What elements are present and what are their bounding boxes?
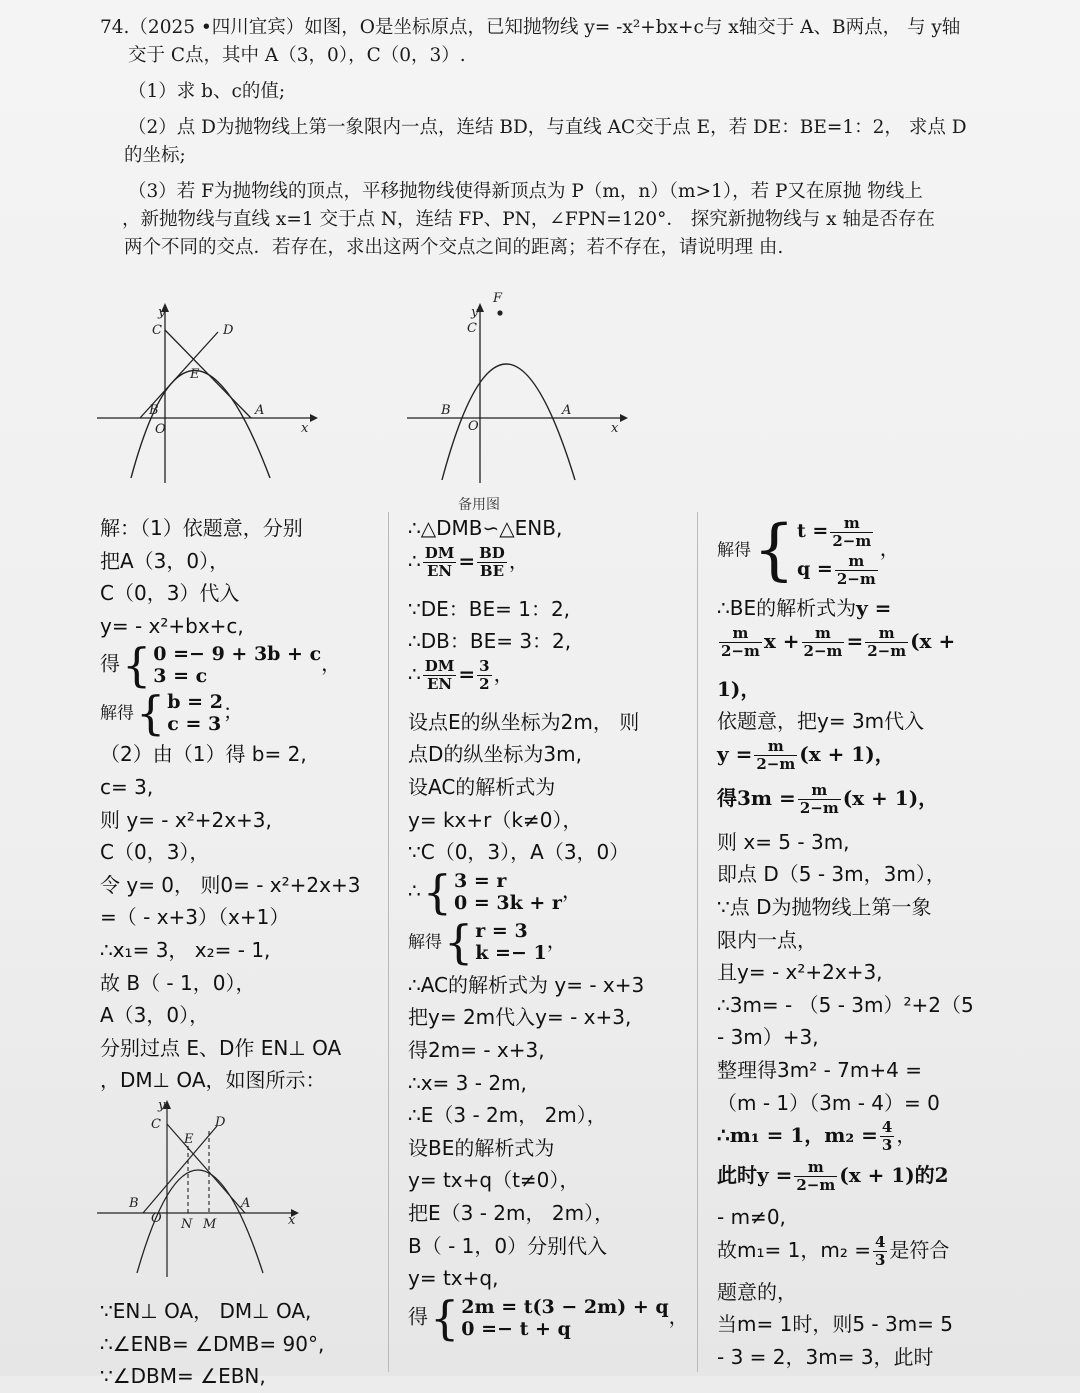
solution-line: ∴x= 3 - 2m, xyxy=(408,1070,527,1095)
numerator: DM xyxy=(424,543,455,562)
fraction-line xyxy=(717,782,999,826)
fraction xyxy=(865,625,908,660)
sys-suffix: ， xyxy=(879,536,900,561)
problem-text: 交于 C点，其中 A（3，0），C（0，3）. xyxy=(128,45,466,66)
math: y = xyxy=(856,596,892,620)
numerator: m xyxy=(754,738,797,756)
label-c: C xyxy=(467,321,477,336)
solution-line: C（0，3）代入 xyxy=(100,581,240,606)
solution-line: ∵∠DBM= ∠EBN, xyxy=(100,1364,266,1389)
solution-line: 分别过点 E、D作 EN⊥ OA xyxy=(100,1035,342,1060)
label-c: C xyxy=(151,1117,161,1132)
frac-prefix: ∴ xyxy=(408,548,421,573)
numerator: BD xyxy=(479,543,505,562)
sys-row: b = 2 xyxy=(167,691,223,714)
sys-row: 0 =− 9 + 3b + c xyxy=(153,643,322,666)
label-a: A xyxy=(255,403,265,418)
math: (x + 1)， xyxy=(799,741,895,766)
label-a: A xyxy=(241,1196,251,1211)
brace: { xyxy=(444,914,474,969)
sys-row: 0 =− t + q xyxy=(461,1317,571,1340)
sys-row: 2m = t(3 − 2m) + q xyxy=(461,1295,669,1318)
sys-prefix: 解得 xyxy=(717,540,751,561)
sys-body xyxy=(797,512,880,588)
sys-row xyxy=(797,550,880,588)
fraction xyxy=(873,1234,887,1269)
label-n: N xyxy=(181,1217,193,1232)
solution-line: 令 y= 0， 则0= - x²+2x+3 xyxy=(100,872,361,897)
solution-column-1 xyxy=(100,512,382,1393)
sys-suffix: ； xyxy=(222,699,243,724)
solution-line: 把E（3 - 2m， 2m）， xyxy=(408,1200,615,1225)
column-divider xyxy=(388,512,389,1372)
sys-lhs: t = xyxy=(797,520,829,542)
solution-line: ∵C（0，3），A（3，0） xyxy=(408,840,630,865)
solution-line: ∴x₁= 3， x₂= - 1, xyxy=(100,937,271,962)
solution-line: ∴∠ENB= ∠DMB= 90°, xyxy=(100,1331,325,1356)
figure-main xyxy=(95,298,320,488)
math: 得3m = xyxy=(717,785,796,810)
denominator: 2 xyxy=(479,674,490,693)
fraction-line xyxy=(717,738,999,782)
problem-part-2: （2）点 D为抛物线上第一象限内一点，连结 BD，与直线 AC交于点 E，若 DE：BE=1：2， 求点 D xyxy=(128,117,967,138)
solution-line: - 3 = 2，3m= 3，此时 xyxy=(717,1344,934,1369)
fraction xyxy=(880,1119,894,1154)
solution-line: y= kx+r（k≠0）， xyxy=(408,807,583,832)
brace: { xyxy=(136,686,166,741)
label-o: O xyxy=(468,419,479,434)
solution-line: 题意的， xyxy=(717,1279,797,1304)
denominator: 2−m xyxy=(796,1176,836,1195)
sys-suffix: ， xyxy=(546,928,567,953)
sys-row: k =− 1 xyxy=(475,941,547,964)
solution-line: 得2m= - x+3, xyxy=(408,1037,545,1062)
problem-statement xyxy=(100,14,995,270)
numerator: 4 xyxy=(881,1118,893,1137)
solution-line: ∴AC的解析式为 y= - x+3 xyxy=(408,972,645,997)
solution-line: 解：（1）依题意，分别 xyxy=(100,516,303,540)
brace: { xyxy=(122,638,152,693)
fraction xyxy=(423,658,457,693)
sys-body xyxy=(454,870,562,914)
solution-line: 则 x= 5 - 3m, xyxy=(717,829,850,854)
text: ∴BE的解析式为 xyxy=(717,596,857,620)
solution-line: ∴E（3 - 2m， 2m）， xyxy=(408,1103,607,1128)
sys-prefix: 解得 xyxy=(408,932,442,953)
math: = xyxy=(846,628,864,653)
equation-system xyxy=(408,1290,692,1345)
sys-prefix: 解得 xyxy=(100,703,134,724)
solution-line: ∴△DMB∽△ENB, xyxy=(408,516,563,540)
denominator: 2−m xyxy=(867,641,907,660)
label-o: O xyxy=(155,422,166,437)
solution-line: 限内一点， xyxy=(717,927,817,952)
suffix: ， xyxy=(896,1123,917,1148)
sys-row: 0 = 3k + r xyxy=(454,891,562,914)
equation-system xyxy=(100,686,382,741)
sys-prefix: 得 xyxy=(408,1304,428,1329)
solution-line: 设点E的纵坐标为2m， 则 xyxy=(408,709,640,734)
fraction xyxy=(423,545,457,580)
solution-line: （2）由（1）得 b= 2, xyxy=(100,742,307,767)
label-y: y xyxy=(471,305,479,320)
sys-row: c = 3 xyxy=(167,713,222,736)
solution-line: 即点 D（5 - 3m，3m）， xyxy=(717,862,946,887)
denominator: EN xyxy=(426,674,453,693)
solution-column-2 xyxy=(408,512,692,1343)
denominator: 2−m xyxy=(799,798,839,817)
problem-part-1: （1）求 b、c的值; xyxy=(128,81,286,102)
math: (x + 1)的2 xyxy=(839,1163,949,1188)
solution-line: B（ - 1，0）分别代入 xyxy=(408,1233,608,1258)
fraction xyxy=(794,1159,837,1194)
denominator: 3 xyxy=(874,1250,886,1269)
brace: { xyxy=(753,511,795,588)
denominator: 2−m xyxy=(836,569,876,588)
frac-suffix: ， xyxy=(508,548,529,573)
label-d: D xyxy=(223,323,234,338)
column-divider xyxy=(697,512,698,1372)
sys-row: 3 = c xyxy=(153,665,208,688)
label-o: O xyxy=(151,1211,162,1226)
sys-suffix: ， xyxy=(561,878,582,903)
brace: { xyxy=(430,1290,460,1345)
numerator: m xyxy=(794,1159,837,1177)
label-x: x xyxy=(288,1213,296,1228)
solution-line: ∵EN⊥ OA， DM⊥ OA, xyxy=(100,1298,312,1323)
solution-line: 设BE的解析式为 xyxy=(408,1135,555,1160)
denominator: 3 xyxy=(881,1136,893,1155)
problem-part-3-cont: ，新抛物线与直线 x=1 交于点 N，连结 FP、PN，∠FPN=120°． 探究新抛物线与 x 轴是否存在 xyxy=(122,209,935,230)
solution-line: 且y= - x²+2x+3, xyxy=(717,960,883,985)
numerator: m xyxy=(865,625,908,643)
label-x: x xyxy=(301,421,309,436)
denominator: BE xyxy=(479,561,505,580)
math: 此时y = xyxy=(717,1163,793,1188)
solution-line: y= tx+q（t≠0）， xyxy=(408,1168,580,1193)
fraction-line xyxy=(717,625,999,673)
label-m: M xyxy=(203,1217,217,1232)
label-d: D xyxy=(215,1115,226,1130)
fraction-line xyxy=(408,545,692,593)
label-e: E xyxy=(184,1132,194,1147)
sys-body xyxy=(167,691,223,735)
text: 是符合 xyxy=(889,1237,950,1262)
equation-system xyxy=(717,512,999,592)
numerator: m xyxy=(798,782,841,800)
solution-line: - 3m）+3, xyxy=(717,1025,819,1050)
solution-line: 把y= 2m代入y= - x+3, xyxy=(408,1005,632,1030)
solution-line: 故 B（ - 1，0）， xyxy=(100,970,256,995)
fraction-line xyxy=(408,658,692,706)
fraction-line xyxy=(717,1159,999,1201)
denominator: 2−m xyxy=(756,754,796,773)
solution-column-3 xyxy=(717,512,999,1374)
solution-line: 当m= 1时，则5 - 3m= 5 xyxy=(717,1312,954,1337)
denominator: 2−m xyxy=(832,531,872,550)
sys-body xyxy=(461,1296,668,1340)
sys-body xyxy=(153,643,321,687)
sys-row: r = 3 xyxy=(475,919,528,942)
solution-line: ，DM⊥ OA，如图所示： xyxy=(100,1068,326,1093)
solution-line: 1)， xyxy=(717,676,761,701)
solution-line xyxy=(717,592,999,625)
frac-suffix: ， xyxy=(493,661,514,686)
fraction xyxy=(477,658,491,693)
solution-line: 整理得3m² - 7m+4 = xyxy=(717,1057,922,1082)
fraction-line xyxy=(717,1119,999,1159)
sys-suffix: ， xyxy=(321,651,342,676)
solution-line: c= 3, xyxy=(100,774,154,799)
label-y: y xyxy=(158,1098,166,1113)
sys-body xyxy=(475,920,546,964)
solution-line: =（ - x+3）（x+1） xyxy=(100,905,290,930)
label-x: x xyxy=(611,421,619,436)
math: (x + xyxy=(910,628,956,653)
math: 故m₁= 1，m₂ = xyxy=(717,1237,871,1262)
fraction xyxy=(802,625,845,660)
sys-row xyxy=(797,512,880,550)
solution-line: ∴DB：BE= 3：2, xyxy=(408,629,572,654)
figure-spare xyxy=(405,288,630,488)
solution-line: ∵DE：BE= 1：2, xyxy=(408,596,571,621)
solution-line: 把A（3，0）， xyxy=(100,548,230,573)
solution-line: ∵点 D为抛物线上第一象 xyxy=(717,894,932,919)
solution-line: - m≠0, xyxy=(717,1205,786,1230)
label-c: C xyxy=(152,323,162,338)
fraction-line xyxy=(717,1234,999,1276)
fraction xyxy=(830,515,873,550)
fraction xyxy=(477,545,507,580)
sys-lhs: q = xyxy=(797,558,833,580)
solution-line: y= tx+q, xyxy=(408,1266,499,1291)
sys-suffix: ， xyxy=(668,1304,689,1329)
solution-line: （m - 1）（3m - 4）= 0 xyxy=(717,1090,940,1115)
math: x + xyxy=(763,628,800,653)
figure-caption: 备用图 xyxy=(458,497,500,513)
numerator: m xyxy=(835,553,878,571)
numerator: 3 xyxy=(479,656,490,675)
label-e: E xyxy=(190,367,200,382)
numerator: m xyxy=(802,625,845,643)
label-b: B xyxy=(129,1196,139,1211)
sys-row: 3 = r xyxy=(454,869,507,892)
denominator: EN xyxy=(426,561,453,580)
figure-spacer xyxy=(100,1097,382,1295)
numerator: m xyxy=(719,625,762,643)
frac-prefix: ∴ xyxy=(408,661,421,686)
fraction xyxy=(719,625,762,660)
fraction xyxy=(754,738,797,773)
label-a: A xyxy=(562,403,572,418)
solution-line: ∴3m= - （5 - 3m）²+2（5 xyxy=(717,992,974,1017)
label-b: B xyxy=(149,403,159,418)
numerator: 4 xyxy=(874,1232,886,1251)
solution-line: A（3，0）， xyxy=(100,1003,210,1028)
label-b: B xyxy=(441,403,451,418)
denominator: 2−m xyxy=(721,641,760,660)
label-y: y xyxy=(158,305,166,320)
numerator: m xyxy=(830,515,873,533)
denominator: 2−m xyxy=(803,641,843,660)
math: (x + 1)， xyxy=(842,785,939,810)
fraction xyxy=(798,782,841,817)
equation-system xyxy=(408,864,692,919)
numerator: DM xyxy=(424,656,455,675)
solution-line: 点D的纵坐标为3m, xyxy=(408,742,582,767)
equals: = xyxy=(458,661,476,686)
math: y = xyxy=(717,741,753,766)
label-f: F xyxy=(493,291,503,306)
problem-part-2-cont: 的坐标; xyxy=(124,145,186,166)
math: ∴m₁ = 1，m₂ = xyxy=(717,1123,878,1148)
solution-line: 则 y= - x²+2x+3, xyxy=(100,807,272,832)
problem-text: 74.（2025 •四川宜宾）如图，O是坐标原点，已知抛物线 y= -x²+bx+c与 x轴交于 A、B两点， 与 y轴 xyxy=(100,17,961,38)
problem-line xyxy=(100,14,995,70)
fraction xyxy=(835,553,878,588)
problem-part-3: （3）若 F为抛物线的顶点，平移抛物线使得新顶点为 P（m，n）（m>1），若 P又在原抛 物线上 xyxy=(128,181,923,202)
equation-system xyxy=(408,914,692,969)
solution-line: 设AC的解析式为 xyxy=(408,774,556,799)
solution-line: 依题意，把y= 3m代入 xyxy=(717,709,925,734)
brace: { xyxy=(422,864,453,919)
solution-line: C（0，3）， xyxy=(100,840,210,865)
equals: = xyxy=(458,548,476,573)
solution-line: y= - x²+bx+c, xyxy=(100,613,244,638)
sys-prefix: 得 xyxy=(100,651,120,676)
problem-part-3-cont2: 两个不同的交点．若存在，求出这两个交点之间的距离；若不存在，请说明理 由. xyxy=(124,237,784,258)
equation-system xyxy=(100,638,382,693)
sys-prefix: ∴ xyxy=(408,878,421,903)
